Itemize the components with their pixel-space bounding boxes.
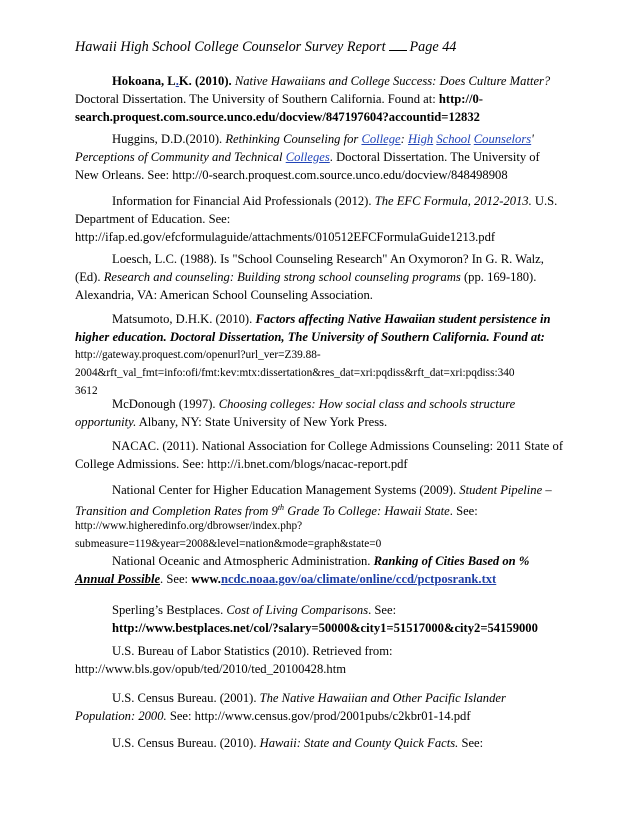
reference-nacac: NACAC. (2011). National Association for College Admissions Counseling: 2011 State of College Admissions. See: http://i.bnet.com/blogs/nacac-report.pdf (75, 439, 564, 471)
report-title: Hawaii High School College Counselor Survey Report (75, 39, 386, 55)
page-number: Page 44 (409, 39, 457, 55)
reference-mcdonough: McDonough (1997). Choosing colleges: How social class and schools structure opportunity. Albany, NY: State University of New York Press. (75, 397, 516, 429)
reference-huggins: Huggins, D.D.(2010). Rethinking Counseling for College: High School Counselors' Perceptions of Community and Technical Colleges. Doctoral Dissertation. The University of New Orleans. See: http://0-search.proquest.com.source.unco.edu/docview/848498908 (75, 132, 540, 182)
link-college[interactable]: College (361, 132, 401, 146)
reference-hokoana: Hokoana, L.K. (2010). Native Hawaiians and College Success: Does Culture Matter? Doctoral Dissertation. The University of Southern California. Found at: http://0- search.proquest.com.source.unco.edu/docview/847197604?accountid=12832 (75, 74, 551, 124)
reference-efc-formula: Information for Financial Aid Professionals (2012). The EFC Formula, 2012-2013. U.S. Department of Education. See: http://ifap.ed.gov/efcformulaguide/attachments/010512EFCFormulaGuide1213.pdf (75, 194, 558, 244)
link-colleges[interactable]: Colleges (285, 150, 330, 164)
reference-census-2001: U.S. Census Bureau. (2001). The Native Hawaiian and Other Pacific Islander Population: 2000. See: http://www.census.gov/prod/2001pubs/c2kbr01-14.pdf (75, 691, 506, 723)
page-header (75, 38, 456, 54)
header-underline (389, 38, 407, 51)
link-school[interactable]: School (436, 132, 471, 146)
reference-matsumoto: Matsumoto, D.H.K. (2010). Factors affecting Native Hawaiian student persistence in higher education. Doctoral Dissertation, The University of Southern California. Found at: http://gateway.proquest.com/openurl?url_ver=Z39.88- 2004&rft_val_fmt=info:ofi/fmt:kev:mtx:dissertation&res_dat=xri:pqdiss&rft_dat=xri:pqdiss:340 3612 (75, 312, 551, 397)
noaa-link[interactable]: ncdc.noaa.gov/oa/climate/online/ccd/pctposrank.txt (220, 572, 497, 586)
reference-loesch: Loesch, L.C. (1988). Is "School Counseling Research" An Oxymoron? In G. R. Walz, (Ed). Research and counseling: Building strong school counseling programs (pp. 169-180). Alexandria, VA: American School Counseling Association. (75, 252, 544, 302)
reference-noaa: National Oceanic and Atmospheric Administration. Ranking of Cities Based on % Annual Possible. See: www.ncdc.noaa.gov/oa/climate/online/ccd/pctposrank.txt (75, 554, 530, 586)
reference-census-2010: U.S. Census Bureau. (2010). Hawaii: State and County Quick Facts. See: (112, 736, 484, 750)
hokoana-link[interactable]: . (175, 74, 179, 88)
link-counselors[interactable]: Counselors (473, 132, 532, 146)
link-high[interactable]: High (407, 132, 434, 146)
reference-sperling: Sperling’s Bestplaces. Cost of Living Comparisons. See: http://www.bestplaces.net/col/?salary=50000&city1=51517000&city2=54159000 (112, 603, 538, 635)
reference-nchems: National Center for Higher Education Management Systems (2009). Student Pipeline – Transition and Completion Rates from 9th Grade To College: Hawaii State. See: http://www.higheredinfo.org/dbrowser/index.php? submeasure=119&year=2008&level=nation&mode=graph&state=0 (75, 483, 552, 550)
reference-bls: U.S. Bureau of Labor Statistics (2010). Retrieved from: http://www.bls.gov/opub/ted/2010/ted_20100428.htm (75, 644, 393, 676)
